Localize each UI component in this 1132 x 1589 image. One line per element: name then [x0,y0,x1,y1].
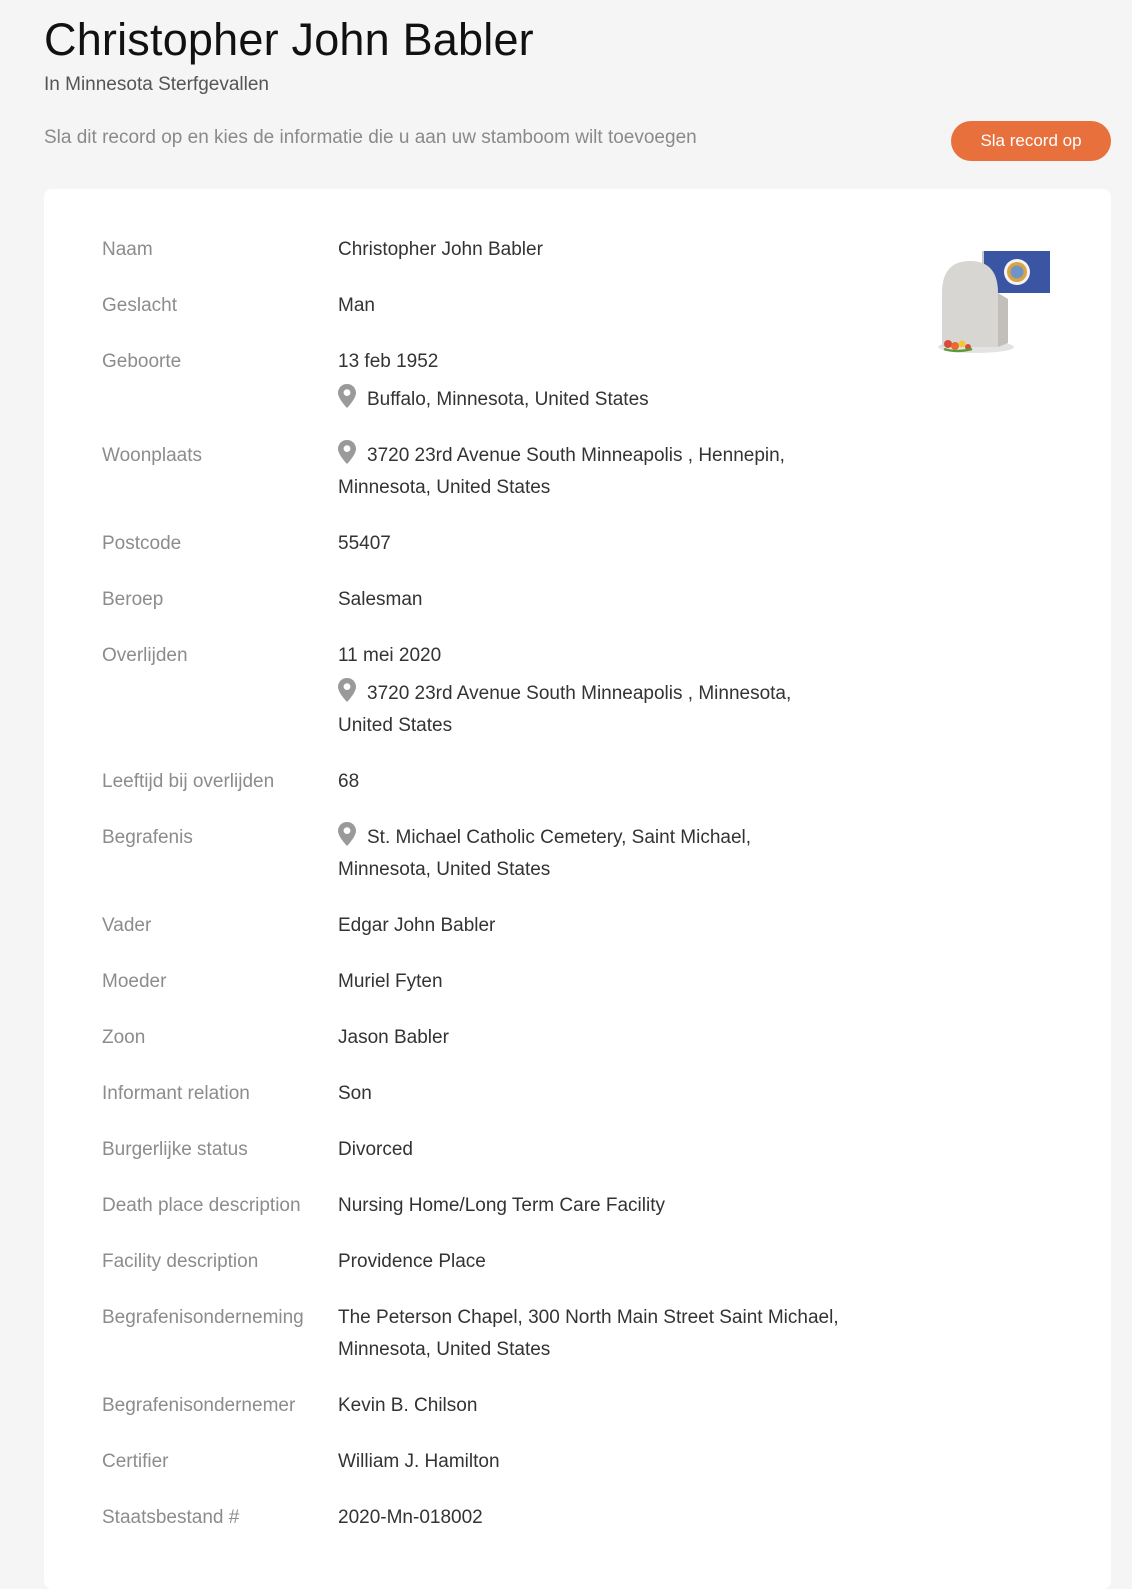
field-staatsbestand [102,1502,942,1534]
field-value [338,822,942,886]
field-burgerlijke-status [102,1134,942,1166]
field-geboorte [102,346,942,416]
residence-line1: 3720 23rd Avenue South Minneapolis , Hennepin, [367,445,785,466]
field-geslacht [102,290,942,322]
field-facility-description [102,1246,942,1278]
field-value [338,640,942,742]
death-place-line1: 3720 23rd Avenue South Minneapolis , Minnesota, [367,683,792,704]
burial-line2: Minnesota, United States [338,859,551,880]
field-begrafenisonderneming [102,1302,942,1366]
birth-date: 13 feb 1952 [338,351,439,372]
birth-place [338,384,942,416]
field-value: Christopher John Babler [338,239,543,260]
field-value: Jason Babler [338,1027,449,1048]
field-postcode [102,528,942,560]
birth-place-text: Buffalo, Minnesota, United States [367,389,649,410]
funeral-home-line1: The Peterson Chapel, 300 North Main Street Saint Michael, [338,1307,839,1328]
field-value [338,1302,942,1366]
field-value: 68 [338,771,360,792]
death-place-line2: United States [338,715,453,736]
record-fields [102,234,942,1558]
field-label: Postcode [102,533,182,554]
field-label: Burgerlijke status [102,1139,248,1160]
field-label: Certifier [102,1451,169,1472]
residence-place [338,440,942,472]
death-place [338,678,942,710]
burial-place [338,822,942,854]
field-value: Edgar John Babler [338,915,496,936]
field-value: Son [338,1083,372,1104]
field-value: 55407 [338,533,391,554]
field-value [338,346,942,416]
field-begrafenisondernemer [102,1390,942,1422]
field-value: Salesman [338,589,423,610]
field-naam [102,234,942,266]
location-pin-icon [338,678,356,702]
field-zoon [102,1022,942,1054]
field-label: Leeftijd bij overlijden [102,771,275,792]
collection-subtitle: In Minnesota Sterfgevallen [44,74,269,95]
field-value: Providence Place [338,1251,486,1272]
field-label: Geboorte [102,351,182,372]
field-begrafenis [102,822,942,886]
field-label: Woonplaats [102,445,202,466]
field-overlijden [102,640,942,742]
field-value: Divorced [338,1139,413,1160]
field-woonplaats [102,440,942,504]
location-pin-icon [338,384,356,408]
field-leeftijd [102,766,942,798]
field-certifier [102,1446,942,1478]
field-label: Begrafenisonderneming [102,1307,304,1328]
field-value: Man [338,295,375,316]
field-label: Geslacht [102,295,177,316]
field-label: Informant relation [102,1083,250,1104]
field-moeder [102,966,942,998]
page-title: Christopher John Babler [44,14,534,65]
death-date: 11 mei 2020 [338,645,442,666]
location-pin-icon [338,822,356,846]
record-card [44,189,1111,1589]
field-value: Muriel Fyten [338,971,443,992]
field-label: Vader [102,915,152,936]
field-value: Nursing Home/Long Term Care Facility [338,1195,665,1216]
burial-line1: St. Michael Catholic Cemetery, Saint Michael, [367,827,752,848]
save-record-button[interactable]: Sla record op [951,121,1111,161]
field-vader [102,910,942,942]
field-label: Facility description [102,1251,259,1272]
location-pin-icon [338,440,356,464]
field-label: Beroep [102,589,164,610]
save-hint-text: Sla dit record op en kies de informatie die u aan uw stamboom wilt toevoegen [44,127,697,148]
field-label: Begrafenisondernemer [102,1395,296,1416]
residence-line2: Minnesota, United States [338,477,551,498]
field-value: William J. Hamilton [338,1451,500,1472]
field-label: Overlijden [102,645,188,666]
field-label: Death place description [102,1195,301,1216]
field-label: Zoon [102,1027,146,1048]
field-label: Begrafenis [102,827,193,848]
gravestone-flag-icon [938,247,1054,359]
field-beroep [102,584,942,616]
field-value: 2020-Mn-018002 [338,1507,483,1528]
funeral-home-line2: Minnesota, United States [338,1339,551,1360]
field-label: Staatsbestand # [102,1507,240,1528]
field-value [338,440,942,504]
field-label: Moeder [102,971,167,992]
field-value: Kevin B. Chilson [338,1395,478,1416]
field-label: Naam [102,239,153,260]
field-death-place-description [102,1190,942,1222]
field-informant-relation [102,1078,942,1110]
